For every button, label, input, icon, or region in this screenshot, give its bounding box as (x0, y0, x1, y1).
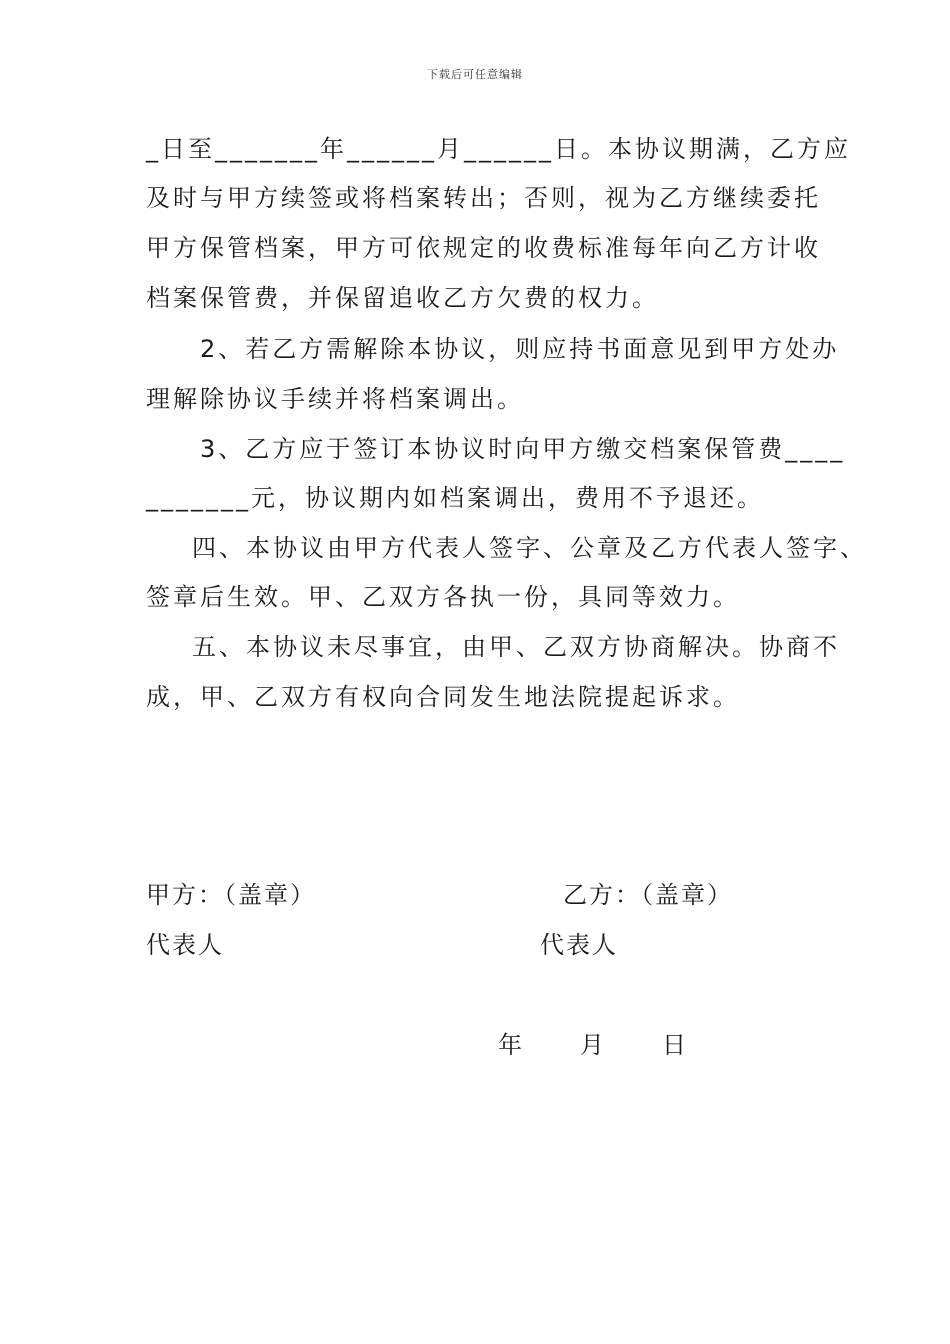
body-line: 及时与甲方续签或将档案转出；否则，视为乙方继续委托 (146, 184, 821, 212)
body-line: 签章后生效。甲、乙双方各执一份，具同等效力。 (146, 583, 740, 611)
clause-five-line: 五、本协议未尽事宜，由甲、乙双方协商解决。协商不 (192, 633, 840, 661)
page-header-note: 下载后可任意编辑 (427, 68, 523, 81)
clause-3-line: 3、乙方应于签订本协议时向甲方缴交档案保管费____ (200, 435, 846, 463)
body-line: 甲方保管档案，甲方可依规定的收费标准每年向乙方计收 (146, 234, 821, 262)
body-line: 成，甲、乙双方有权向合同发生地法院提起诉求。 (146, 683, 740, 711)
body-line: 理解除协议手续并将档案调出。 (146, 385, 524, 413)
clause-2-line: 2、若乙方需解除本协议，则应持书面意见到甲方处办 (200, 335, 840, 363)
signing-date (498, 1030, 686, 1060)
party-a-representative-label: 代表人 (146, 931, 224, 959)
party-a-seal-label: 甲方：（盖章） (146, 881, 316, 909)
body-line: _日至_______年______月______日。本协议期满，乙方应 (146, 135, 851, 163)
body-line: 档案保管费，并保留追收乙方欠费的权力。 (146, 284, 659, 312)
date-day-label: 日 (662, 1031, 686, 1059)
date-month-label: 月 (580, 1031, 604, 1059)
date-year-label: 年 (498, 1031, 522, 1059)
party-b-representative-label: 代表人 (540, 931, 618, 959)
party-b-seal-label: 乙方：（盖章） (563, 881, 733, 909)
body-line: _______元，协议期内如档案调出，费用不予退还。 (146, 484, 764, 512)
clause-four-line: 四、本协议由甲方代表人签字、公章及乙方代表人签字、 (192, 534, 867, 562)
